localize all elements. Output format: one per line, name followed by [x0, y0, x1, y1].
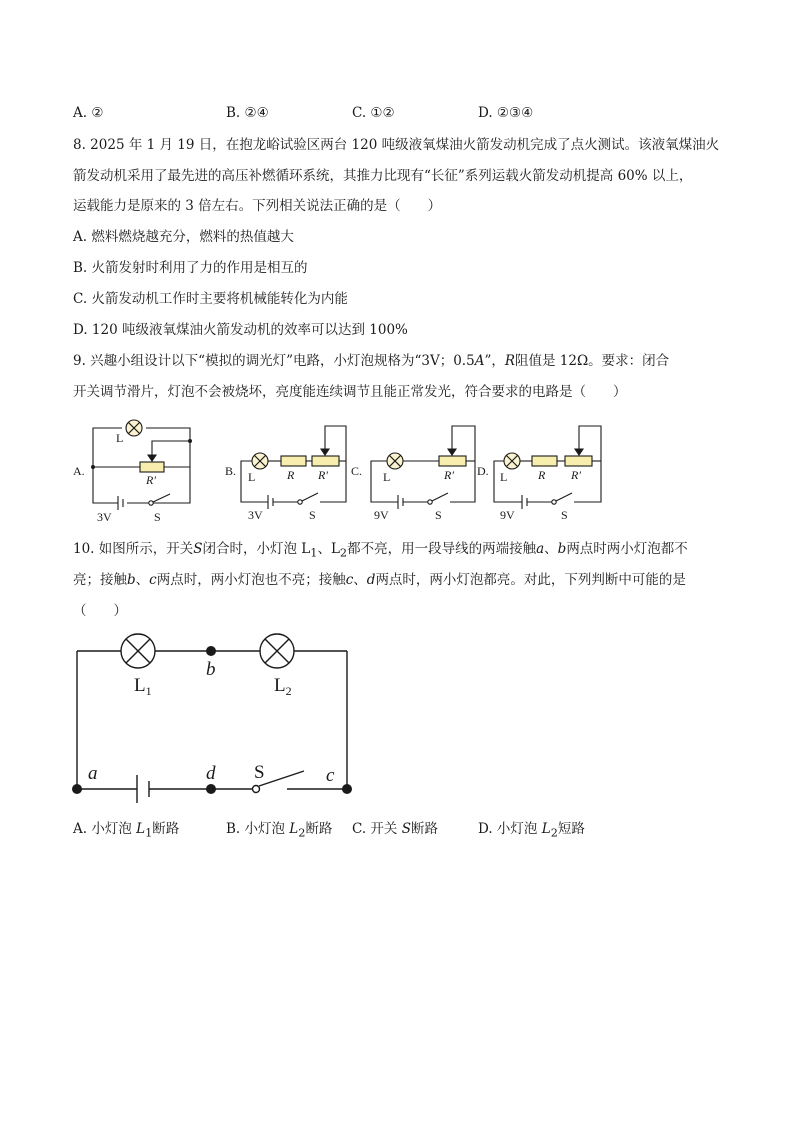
circuit-c-rheostat-label: R′ [444, 468, 454, 482]
q9-stem-line2: 开关调节滑片，灯泡不会被烧坏，亮度能连续调节且能正常发光，符合要求的电路是（ ） [73, 384, 627, 400]
circuit-c-letter: C. [351, 464, 363, 478]
circuit-d-voltage-label: 9V [500, 508, 515, 522]
circuit-a-voltage-label: 3V [97, 510, 112, 524]
circuit-c-switch-label: S [435, 508, 442, 522]
circuit-c-lamp-label: L [383, 470, 391, 484]
q7-option-c: C. ①② [352, 105, 395, 121]
circuit-b-switch-label: S [309, 508, 316, 522]
q10-option-b: B. 小灯泡 $L_2$断路 [226, 821, 333, 840]
circuit-d [494, 426, 601, 509]
q8-option-d: D. 120 吨级液氧煤油火箭发动机的效率可以达到 100% [73, 322, 408, 338]
q10-option-c: C. 开关 S断路 [352, 821, 438, 837]
circuit-a-letter: A. [73, 464, 85, 478]
fig-label-l2: $L_2$ [274, 675, 292, 698]
q10-option-a: A. 小灯泡 $L_1$断路 [73, 821, 180, 840]
q10-option-d: D. 小灯泡 $L_2$短路 [478, 821, 585, 840]
circuit-b-lamp-label: L [248, 470, 256, 484]
fig-point-c: c [326, 765, 335, 786]
circuit-a [93, 420, 190, 510]
fig-label-l1: $L_1$ [134, 675, 152, 698]
circuit-c [371, 426, 475, 509]
circuit-a-switch-label: S [154, 510, 161, 524]
circuit-b-rheostat-label: R′ [318, 468, 328, 482]
fig-point-d: d [206, 763, 216, 784]
q9-circuit-diagrams [0, 410, 794, 525]
circuit-b-resistor-label: R [287, 468, 295, 482]
circuit-d-switch-label: S [561, 508, 568, 522]
circuit-d-lamp-label: L [500, 470, 508, 484]
q8-option-a: A. 燃料燃烧越充分，燃料的热值越大 [73, 229, 294, 245]
fig-point-a: a [88, 763, 98, 784]
q8-stem-line1: 8. 2025 年 1 月 19 日，在抱龙峪试验区两台 120 吨级液氧煤油火箭发动机完成了点火测试。该液氧煤油火 [73, 137, 720, 153]
q7-option-b: B. ②④ [226, 105, 269, 121]
q10-stem-line1: 10. 如图所示，开关S闭合时，小灯泡 $L_1$、$L_2$都不亮，用一段导线的两端接触a、b两点时两小灯泡都不 [73, 541, 688, 560]
q7-option-d: D. ②③④ [478, 105, 534, 121]
circuit-d-rheostat-label: R′ [571, 468, 581, 482]
circuit-d-letter: D. [477, 464, 489, 478]
circuit-c-voltage-label: 9V [374, 508, 389, 522]
circuit-b-voltage-label: 3V [248, 508, 263, 522]
circuit-d-resistor-label: R [538, 468, 546, 482]
circuit-a-rheostat-label: R′ [146, 473, 156, 487]
q8-stem-line2: 箭发动机采用了最先进的高压补燃循环系统，其推力比现有“长征”系列运载火箭发动机提高 60% 以上， [73, 168, 693, 184]
q10-stem-line3: （ ） [73, 603, 127, 619]
q9-stem-line1: 9. 兴趣小组设计以下“模拟的调光灯”电路，小灯泡规格为“3V；0.5A”，R阻值是 12Ω。要求：闭合 [73, 353, 670, 369]
q10-stem-line2: 亮；接触b、c两点时，两小灯泡也不亮；接触c、d两点时，两小灯泡都亮。对此，下列判断中可能的是 [73, 572, 686, 588]
q8-stem-line3: 运载能力是原来的 3 倍左右。下列相关说法正确的是（ ） [73, 198, 442, 214]
q8-option-c: C. 火箭发动机工作时主要将机械能转化为内能 [73, 291, 348, 307]
q8-option-b: B. 火箭发射时利用了力的作用是相互的 [73, 260, 308, 276]
circuit-b-letter: B. [225, 464, 237, 478]
fig-switch-s: S [254, 762, 265, 783]
q10-circuit-figure [60, 625, 370, 810]
circuit-a-lamp-label: L [116, 431, 124, 445]
q7-option-a: A. ② [73, 105, 104, 121]
fig-point-b: b [206, 659, 216, 680]
